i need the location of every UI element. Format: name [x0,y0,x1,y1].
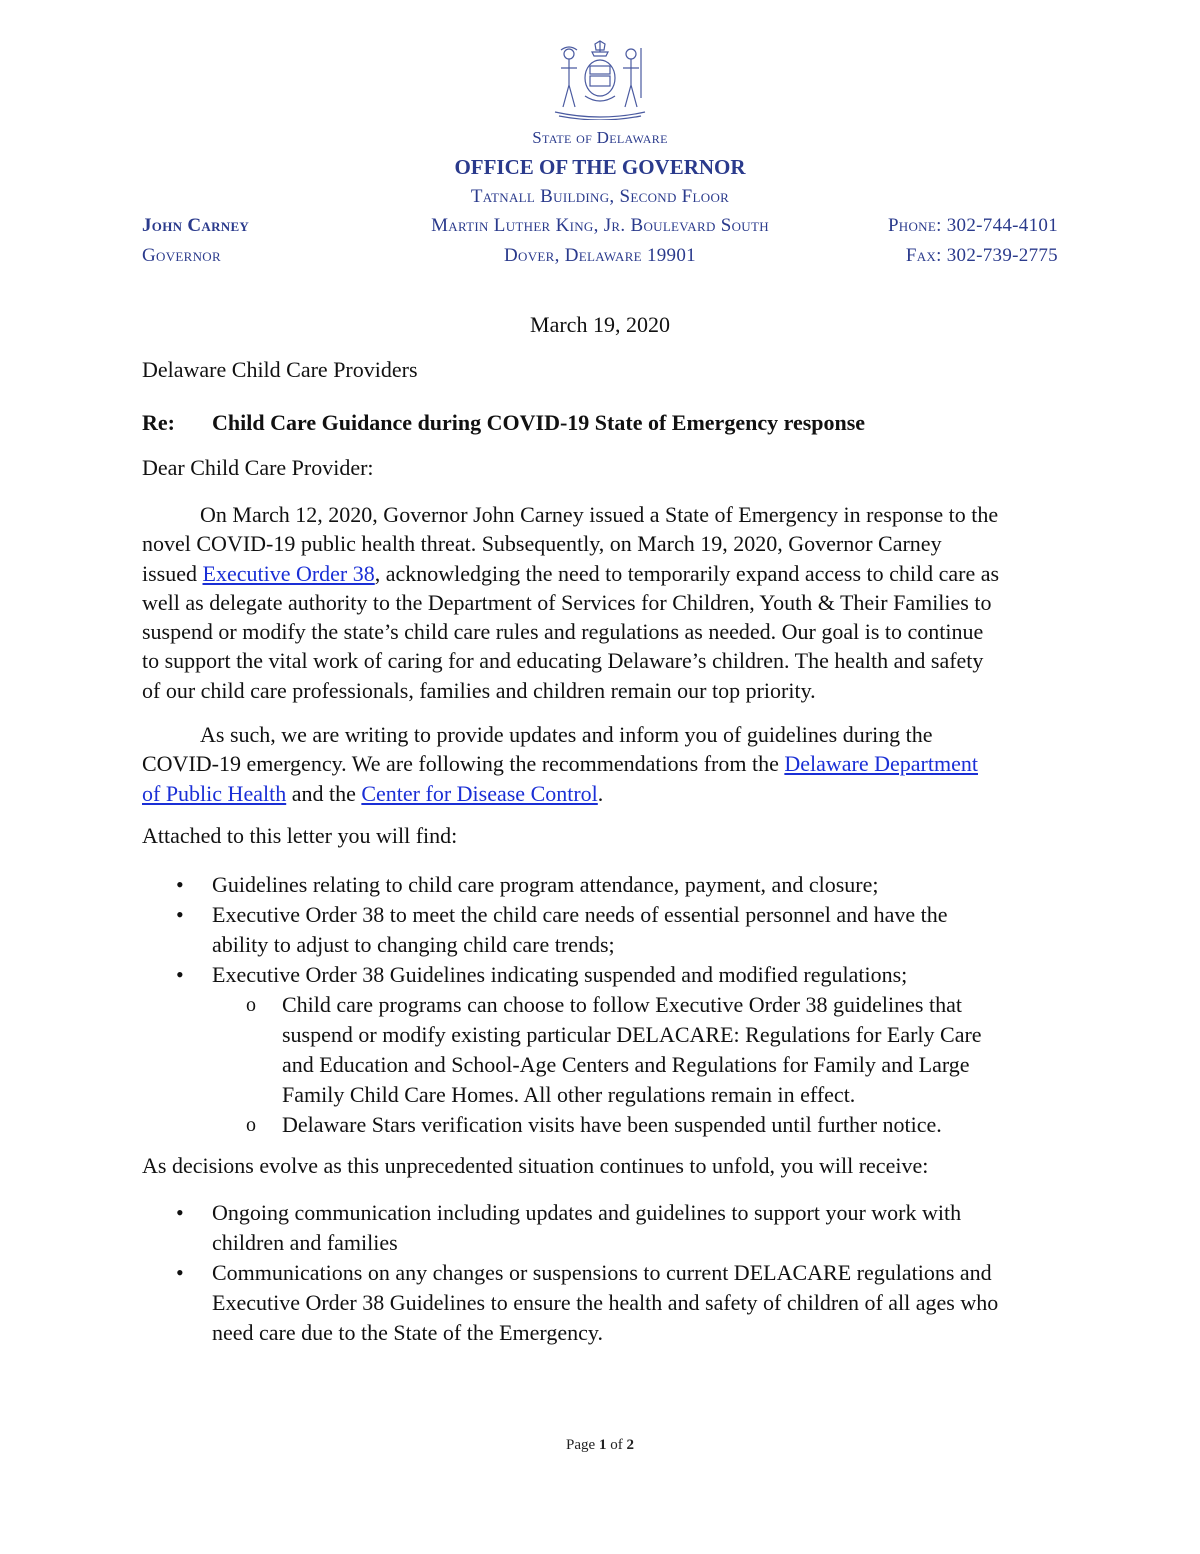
bullet-icon: • [176,1200,184,1225]
delaware-public-health-link[interactable]: Delaware Department [784,751,978,777]
attached-intro: Attached to this letter you will find: [142,823,458,848]
receive-list [142,1198,1062,1348]
bullet-icon: • [176,962,184,987]
letterhead-street: Martin Luther King, Jr. Boulevard South [431,215,769,236]
re-label: Re: [142,410,175,435]
letterhead-state: State of Delaware [532,128,668,147]
circle-bullet-icon: o [246,1114,256,1136]
attached-list [142,870,1062,1140]
receive-intro: As decisions evolve as this unprecedented situation continues to unfold, you will receive: [142,1153,929,1178]
letterhead-city: Dover, Delaware 19901 [504,245,696,266]
letterhead-office: OFFICE OF THE GOVERNOR [454,155,746,179]
paragraph-2: As such, we are writing to provide updates and inform you of guidelines during the COVID-19 emergency. We are following the recommendations from the Delaware Department of Public Health and the Center for Disease Control. [142,722,978,806]
paragraph-1: On March 12, 2020, Governor John Carney issued a State of Emergency in response to the novel COVID-19 public health threat. Subsequently, on March 19, 2020, Governor Carney issued Executive Order 38, acknowledging the need to temporarily expand access to child care as well as delegate authority to the Department of Services for Children, Youth & Their Families to suspend or modify the state’s child care rules and regulations as needed. Our goal is to continue to support the vital work of caring for and educating Delaware’s children. The health and safety of our child care professionals, families and children remain our top priority. [142,502,1000,703]
governor-title: Governor [142,245,221,266]
executive-order-38-link[interactable]: Executive Order 38 [202,560,375,586]
delaware-state-seal-icon [545,40,655,120]
letter-date: March 19, 2020 [530,312,670,337]
list-item: • Executive Order 38 to meet the child care needs of essential personnel and have the ability to adjust to changing child care trends; [176,902,948,957]
re-subject: Child Care Guidance during COVID-19 State of Emergency response [212,410,866,435]
bullet-icon: • [176,872,184,897]
page-footer: Page 1 of 2 [566,1437,634,1453]
letterhead-building: Tatnall Building, Second Floor [470,186,730,207]
delaware-public-health-link-cont[interactable]: of Public Health [142,780,287,806]
list-item: • Guidelines relating to child care program attendance, payment, and closure; [142,870,1062,900]
fax-number: Fax: 302-739-2775 [905,245,1058,266]
bullet-icon: • [176,1260,184,1285]
governor-name: John Carney [142,215,250,236]
recipient: Delaware Child Care Providers [142,357,418,382]
list-item: • Ongoing communication including updates and guidelines to support your work with children and families [176,1200,962,1255]
list-item: • Communications on any changes or suspensions to current DELACARE regulations and Executive Order 38 Guidelines to ensure the health and safety of children of all ages who need care due to the State of the Emergency. [176,1260,999,1345]
phone-number: Phone: 302-744-4101 [887,215,1058,236]
salutation: Dear Child Care Provider: [142,455,374,480]
circle-bullet-icon: o [246,994,256,1016]
bullet-icon: • [176,902,184,927]
cdc-link[interactable]: Center for Disease Control [361,780,598,806]
list-item: o Child care programs can choose to follow Executive Order 38 guidelines that suspend or modify existing particular DELACARE: Regulations for Early Care and Education and School-Age Centers and Regulations for Family and Large Family Child Care Homes. All other regulations remain in effect. [246,992,982,1107]
list-item: • Executive Order 38 Guidelines indicating suspended and modified regulations; [142,960,1062,990]
list-item: o Delaware Stars verification visits have been suspended until further notice. [142,1110,1062,1140]
